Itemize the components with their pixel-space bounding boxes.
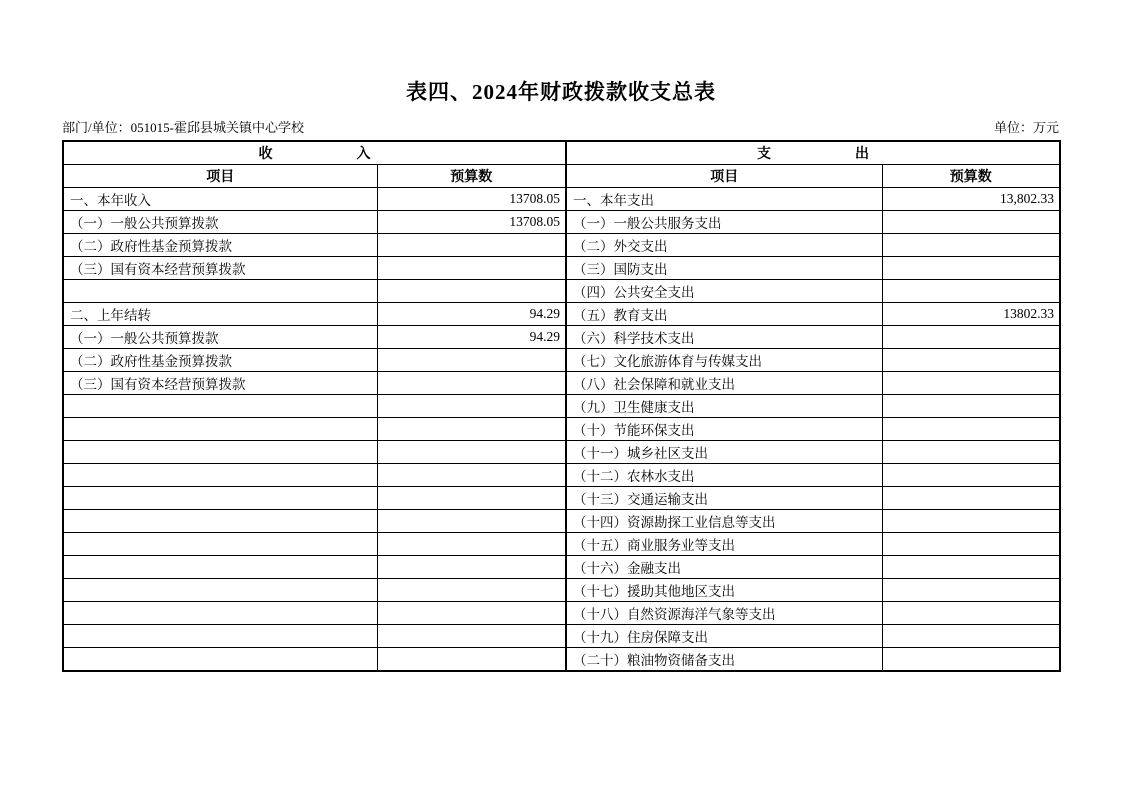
table-body bbox=[63, 188, 1060, 672]
department-unit-label: 部门/单位：051015-霍邱县城关镇中心学校 bbox=[62, 120, 304, 135]
table-row bbox=[63, 625, 1060, 648]
expense-item-cell: （四）公共安全支出 bbox=[566, 280, 882, 303]
income-budget-cell: 13708.05 bbox=[377, 188, 566, 211]
income-budget-cell bbox=[377, 257, 566, 280]
income-item-cell bbox=[63, 280, 377, 303]
expense-budget-cell bbox=[882, 349, 1060, 372]
expense-budget-cell: 13,802.33 bbox=[882, 188, 1060, 211]
income-item-cell: （一）一般公共预算拨款 bbox=[63, 211, 377, 234]
income-budget-cell bbox=[377, 625, 566, 648]
table-row bbox=[63, 487, 1060, 510]
expense-budget-cell bbox=[882, 418, 1060, 441]
expense-item-cell: （十五）商业服务业等支出 bbox=[566, 533, 882, 556]
table-row bbox=[63, 464, 1060, 487]
income-budget-cell: 13708.05 bbox=[377, 211, 566, 234]
expense-budget-cell bbox=[882, 234, 1060, 257]
income-budget-cell bbox=[377, 648, 566, 672]
income-item-cell bbox=[63, 556, 377, 579]
income-budget-cell bbox=[377, 395, 566, 418]
expense-item-cell: （一）一般公共服务支出 bbox=[566, 211, 882, 234]
income-item-cell bbox=[63, 648, 377, 672]
table-row bbox=[63, 372, 1060, 395]
expense-budget-cell bbox=[882, 579, 1060, 602]
income-item-cell: （一）一般公共预算拨款 bbox=[63, 326, 377, 349]
income-item-cell: （二）政府性基金预算拨款 bbox=[63, 234, 377, 257]
income-section-header: 收 入 bbox=[63, 141, 566, 165]
expense-budget-column-header: 预算数 bbox=[882, 165, 1060, 188]
income-item-cell: （三）国有资本经营预算拨款 bbox=[63, 257, 377, 280]
expense-item-cell: （五）教育支出 bbox=[566, 303, 882, 326]
income-item-cell bbox=[63, 464, 377, 487]
table-row bbox=[63, 188, 1060, 211]
income-budget-cell bbox=[377, 487, 566, 510]
expense-budget-cell bbox=[882, 326, 1060, 349]
income-budget-cell bbox=[377, 533, 566, 556]
expense-item-cell: （十七）援助其他地区支出 bbox=[566, 579, 882, 602]
income-budget-cell bbox=[377, 556, 566, 579]
expense-budget-cell bbox=[882, 510, 1060, 533]
income-item-cell bbox=[63, 510, 377, 533]
income-item-cell bbox=[63, 487, 377, 510]
income-budget-cell bbox=[377, 464, 566, 487]
table-row bbox=[63, 556, 1060, 579]
table-row bbox=[63, 303, 1060, 326]
expense-item-cell: （八）社会保障和就业支出 bbox=[566, 372, 882, 395]
income-item-cell: 一、本年收入 bbox=[63, 188, 377, 211]
income-item-cell bbox=[63, 625, 377, 648]
income-budget-cell bbox=[377, 441, 566, 464]
table-row bbox=[63, 234, 1060, 257]
expense-item-cell: （六）科学技术支出 bbox=[566, 326, 882, 349]
expense-item-cell: （十一）城乡社区支出 bbox=[566, 441, 882, 464]
income-budget-cell bbox=[377, 602, 566, 625]
income-item-cell: （三）国有资本经营预算拨款 bbox=[63, 372, 377, 395]
income-item-cell bbox=[63, 395, 377, 418]
expense-item-cell: （十二）农林水支出 bbox=[566, 464, 882, 487]
income-budget-cell bbox=[377, 510, 566, 533]
income-budget-cell bbox=[377, 372, 566, 395]
table-row bbox=[63, 257, 1060, 280]
table-row bbox=[63, 211, 1060, 234]
table-row bbox=[63, 533, 1060, 556]
income-item-cell bbox=[63, 602, 377, 625]
expense-item-cell: （九）卫生健康支出 bbox=[566, 395, 882, 418]
income-item-cell bbox=[63, 533, 377, 556]
table-row bbox=[63, 510, 1060, 533]
expense-budget-cell bbox=[882, 257, 1060, 280]
income-budget-cell bbox=[377, 349, 566, 372]
expense-item-cell: （十）节能环保支出 bbox=[566, 418, 882, 441]
expense-item-cell: （二十）粮油物资储备支出 bbox=[566, 648, 882, 672]
income-budget-column-header: 预算数 bbox=[377, 165, 566, 188]
expense-item-cell: （十八）自然资源海洋气象等支出 bbox=[566, 602, 882, 625]
column-header-row bbox=[63, 165, 1060, 188]
budget-table bbox=[62, 140, 1061, 672]
expense-item-cell: （三）国防支出 bbox=[566, 257, 882, 280]
expense-budget-cell bbox=[882, 625, 1060, 648]
table-row bbox=[63, 418, 1060, 441]
expense-budget-cell bbox=[882, 464, 1060, 487]
expense-budget-cell bbox=[882, 372, 1060, 395]
income-item-cell bbox=[63, 441, 377, 464]
expense-item-cell: （十三）交通运输支出 bbox=[566, 487, 882, 510]
section-header-row bbox=[63, 141, 1060, 165]
income-budget-cell: 94.29 bbox=[377, 303, 566, 326]
table-row bbox=[63, 602, 1060, 625]
table-row bbox=[63, 326, 1060, 349]
income-item-cell: 二、上年结转 bbox=[63, 303, 377, 326]
expense-item-cell: 一、本年支出 bbox=[566, 188, 882, 211]
expense-budget-cell bbox=[882, 533, 1060, 556]
expense-budget-cell bbox=[882, 648, 1060, 672]
expense-budget-cell: 13802.33 bbox=[882, 303, 1060, 326]
table-row bbox=[63, 441, 1060, 464]
unit-label: 单位：万元 bbox=[993, 120, 1059, 135]
table-row bbox=[63, 579, 1060, 602]
table-row bbox=[63, 349, 1060, 372]
table-row bbox=[63, 648, 1060, 672]
expense-item-cell: （七）文化旅游体育与传媒支出 bbox=[566, 349, 882, 372]
expense-section-header: 支 出 bbox=[566, 141, 1060, 165]
income-budget-cell bbox=[377, 418, 566, 441]
income-budget-cell bbox=[377, 579, 566, 602]
expense-budget-cell bbox=[882, 556, 1060, 579]
income-item-column-header: 项目 bbox=[63, 165, 377, 188]
expense-budget-cell bbox=[882, 280, 1060, 303]
expense-budget-cell bbox=[882, 395, 1060, 418]
expense-item-cell: （十四）资源勘探工业信息等支出 bbox=[566, 510, 882, 533]
income-item-cell bbox=[63, 418, 377, 441]
expense-budget-cell bbox=[882, 211, 1060, 234]
table-row bbox=[63, 395, 1060, 418]
expense-item-cell: （十九）住房保障支出 bbox=[566, 625, 882, 648]
income-item-cell: （二）政府性基金预算拨款 bbox=[63, 349, 377, 372]
expense-item-column-header: 项目 bbox=[566, 165, 882, 188]
expense-budget-cell bbox=[882, 602, 1060, 625]
income-budget-cell bbox=[377, 234, 566, 257]
expense-budget-cell bbox=[882, 487, 1060, 510]
page-title: 表四、2024年财政拨款收支总表 bbox=[406, 80, 716, 104]
income-item-cell bbox=[63, 579, 377, 602]
income-budget-cell: 94.29 bbox=[377, 326, 566, 349]
expense-item-cell: （二）外交支出 bbox=[566, 234, 882, 257]
table-row bbox=[63, 280, 1060, 303]
income-budget-cell bbox=[377, 280, 566, 303]
expense-item-cell: （十六）金融支出 bbox=[566, 556, 882, 579]
meta-row bbox=[62, 117, 1059, 136]
expense-budget-cell bbox=[882, 441, 1060, 464]
